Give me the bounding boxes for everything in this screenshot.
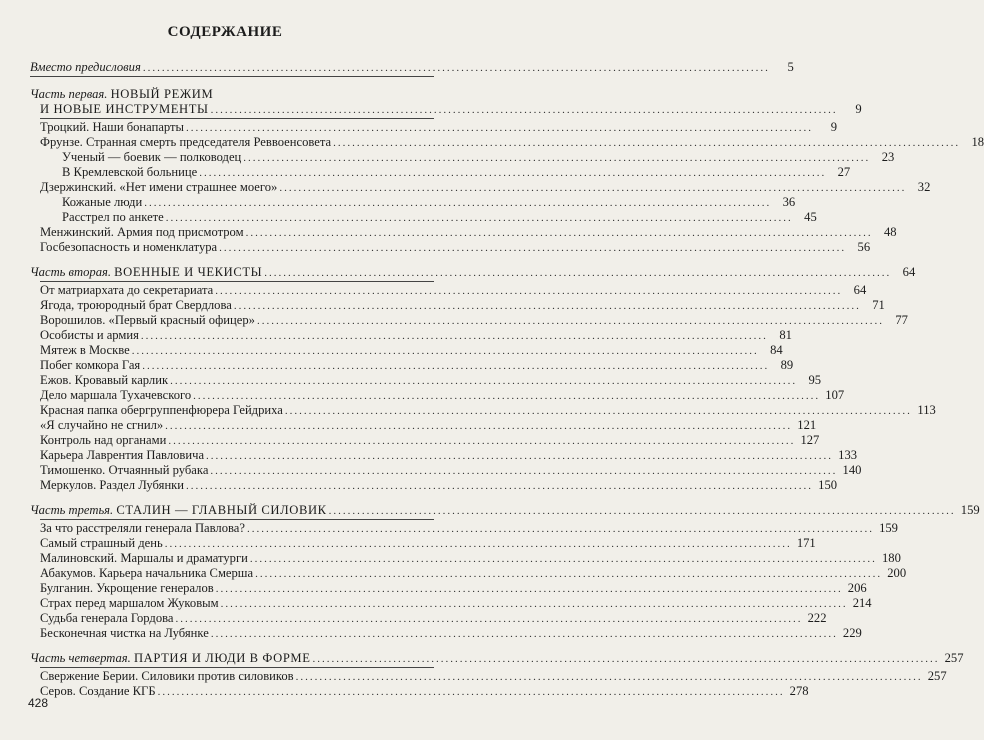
toc-page-number: 257 — [927, 669, 947, 683]
toc-entry — [30, 684, 809, 699]
toc-entry — [30, 403, 936, 418]
part-label: Часть третья. — [30, 503, 114, 517]
toc-part — [30, 651, 964, 699]
toc-part — [30, 265, 936, 493]
toc-page-number: 257 — [944, 651, 964, 665]
dot-leader — [211, 627, 838, 642]
part-label: Часть четвертая. — [30, 651, 131, 665]
toc-entry — [30, 521, 898, 536]
toc-part — [30, 503, 980, 641]
toc-entry — [30, 611, 827, 626]
dot-leader — [215, 284, 842, 299]
dot-leader — [186, 121, 813, 136]
part-label: Часть первая. — [30, 87, 108, 101]
dot-leader — [132, 344, 759, 359]
dot-leader — [247, 522, 874, 537]
toc-entry-label: Контроль над органами — [40, 433, 167, 447]
toc-entry-label: Кожаные люди — [62, 195, 143, 209]
toc-entry-label: Красная папка обергруппенфюрера Гейдриха — [40, 403, 283, 417]
toc-entry-label: Ягода, троюродный брат Свердлова — [40, 298, 232, 312]
section-rule — [30, 76, 434, 77]
dot-leader — [255, 567, 882, 582]
toc-entry — [30, 596, 872, 611]
dot-leader — [168, 434, 795, 449]
toc-page-number: 159 — [879, 521, 898, 535]
dot-leader — [333, 136, 960, 151]
toc-entry-label: Малиновский. Маршалы и драматурги — [40, 551, 248, 565]
toc-entry-label: Самый страшный день — [40, 536, 163, 550]
toc-page-number: 180 — [881, 551, 901, 565]
part-heading: ВОЕННЫЕ И ЧЕКИСТЫ — [114, 265, 263, 279]
toc-page-number: 45 — [804, 210, 817, 224]
toc-entry-label: Побег комкора Гая — [40, 358, 141, 372]
toc-entry-label: Абакумов. Карьера начальника Смерша — [40, 566, 254, 580]
toc-entry-label: Судьба генерала Гордова — [40, 611, 174, 625]
dot-leader — [199, 166, 826, 181]
toc-entry — [30, 581, 867, 596]
dot-leader — [329, 504, 956, 519]
toc-page-number: 71 — [872, 298, 885, 312]
toc-entry — [30, 626, 862, 641]
toc-entry-label: В Кремлевской больнице — [62, 165, 198, 179]
dot-leader — [158, 685, 785, 700]
toc-entry-label: Страх перед маршалом Жуковым — [40, 596, 219, 610]
part-heading: НОВЫЙ РЕЖИМ — [110, 87, 214, 101]
dot-leader — [141, 329, 768, 344]
dot-leader — [210, 464, 837, 479]
toc-entry-label: «Я случайно не сгнил» — [40, 418, 164, 432]
toc-entry-label: Менжинский. Армия под присмотром — [40, 225, 244, 239]
toc-page-number: 23 — [881, 150, 895, 164]
toc-entry-label: Особисты и армия — [40, 328, 139, 342]
dot-leader — [211, 103, 838, 118]
dot-leader — [234, 299, 861, 314]
dot-leader — [313, 652, 940, 667]
toc-entry-label: Троцкий. Наши бонапарты — [40, 120, 185, 134]
part-heading: ПАРТИЯ И ЛЮДИ В ФОРМЕ — [133, 651, 311, 665]
toc-entry-label: Свержение Берии. Силовики против силовиков — [40, 669, 294, 683]
toc-entry — [30, 195, 796, 210]
toc-entry — [30, 283, 867, 298]
toc-page-number: 48 — [883, 225, 897, 239]
toc-entry — [30, 388, 845, 403]
toc-entry-label: Ворошилов. «Первый красный офицер» — [40, 313, 255, 327]
toc-entry-label: Меркулов. Раздел Лубянки — [40, 478, 185, 492]
section-rule — [40, 281, 434, 282]
toc-entry-label: Дзержинский. «Нет имени страшнее моего» — [40, 180, 278, 194]
toc-page-number: 206 — [847, 581, 867, 595]
toc-page-number: 36 — [782, 195, 796, 209]
toc-entry-label: Бесконечная чистка на Лубянке — [40, 626, 209, 640]
toc-page-number: 107 — [825, 388, 845, 402]
toc-part-heading — [30, 651, 964, 666]
dot-leader — [221, 597, 848, 612]
toc-entry — [30, 120, 838, 135]
toc-page-number: 18 — [971, 135, 984, 149]
toc-page-number: 9 — [855, 102, 862, 116]
section-rule — [40, 118, 434, 119]
toc-entry — [30, 551, 901, 566]
toc-page-number: 32 — [917, 180, 931, 194]
dot-leader — [144, 196, 771, 211]
part-heading-line2: И НОВЫЕ ИНСТРУМЕНТЫ — [40, 102, 209, 116]
toc-page-number: 64 — [853, 283, 867, 297]
toc-page-number: 278 — [789, 684, 809, 698]
toc-entry-label: Вместо предисловия — [30, 60, 141, 74]
toc-page-number: 171 — [796, 536, 816, 550]
dot-leader — [170, 374, 797, 389]
toc-part — [30, 87, 984, 255]
toc-page-number: 140 — [842, 463, 862, 477]
toc-page-number: 150 — [818, 478, 838, 492]
toc-entry-label: Булганин. Укрощение генералов — [40, 581, 214, 595]
toc-entry-label: За что расстреляли генерала Павлова? — [40, 521, 245, 535]
toc-page-number: 77 — [895, 313, 908, 327]
toc-entry — [30, 328, 792, 343]
toc-entry-label: Ученый — боевик — полководец — [62, 150, 242, 164]
page-title: СОДЕРЖАНИЕ — [167, 24, 283, 40]
toc-entry — [30, 180, 931, 195]
dot-leader — [193, 389, 820, 404]
dot-leader — [216, 582, 843, 597]
toc-entry-label: Тимошенко. Отчаянный рубака — [40, 463, 209, 477]
toc-parts — [30, 87, 984, 699]
toc-page-number: 121 — [797, 418, 817, 432]
dot-leader — [165, 419, 792, 434]
toc-page-number: 27 — [837, 165, 851, 179]
dot-leader — [165, 537, 792, 552]
toc-page-number: 56 — [857, 240, 871, 254]
toc-entry — [30, 210, 817, 225]
dot-leader — [219, 241, 846, 256]
toc-part-heading — [30, 265, 916, 280]
page-number: 428 — [28, 696, 49, 710]
toc-entry — [30, 669, 947, 684]
toc-page-number: 5 — [787, 60, 794, 74]
toc-entry-label: Фрунзе. Странная смерть председателя Реввоенсовета — [40, 135, 332, 149]
toc-entry-label: Расстрел по анкете — [62, 210, 164, 224]
dot-leader — [142, 359, 769, 374]
toc-entry — [30, 150, 895, 165]
dot-leader — [186, 479, 813, 494]
part-label: Часть вторая. — [30, 265, 111, 279]
toc-entry — [30, 463, 862, 478]
dot-leader — [166, 211, 793, 226]
toc-entry — [30, 240, 871, 255]
table-of-contents — [30, 60, 984, 699]
toc-page-number: 84 — [770, 343, 783, 357]
dot-leader — [285, 404, 912, 419]
toc-part-heading — [30, 87, 434, 102]
toc-entry-label: Дело маршала Тухачевского — [40, 388, 192, 402]
section-rule — [40, 667, 434, 668]
toc-page-number: 200 — [887, 566, 907, 580]
toc-entry — [30, 478, 838, 493]
dot-leader — [176, 612, 803, 627]
toc-page-number: 113 — [917, 403, 936, 417]
section-rule — [40, 519, 434, 520]
toc-page-number: 89 — [780, 358, 794, 372]
toc-entry — [30, 225, 897, 240]
toc-entry — [30, 343, 783, 358]
toc-page-number: 229 — [842, 626, 862, 640]
dot-leader — [243, 151, 870, 166]
dot-leader — [143, 61, 770, 76]
toc-entry-label: От матриархата до секретариата — [40, 283, 214, 297]
toc-entry — [30, 373, 822, 388]
toc-page-number: 222 — [807, 611, 827, 625]
toc-entry-intro — [30, 60, 794, 75]
toc-entry-label: Карьера Лаврентия Павловича — [40, 448, 205, 462]
dot-leader — [250, 552, 877, 567]
toc-entry — [30, 298, 885, 313]
toc-page-number: 64 — [902, 265, 916, 279]
toc-entry — [30, 448, 858, 463]
toc-page-number: 159 — [960, 503, 980, 517]
toc-entry — [30, 433, 820, 448]
toc-entry — [30, 418, 817, 433]
toc-part-heading-line2 — [30, 102, 862, 117]
part-heading: СТАЛИН — ГЛАВНЫЙ СИЛОВИК — [116, 503, 327, 517]
toc-entry — [30, 566, 907, 581]
toc-entry — [30, 135, 984, 150]
toc-part-heading — [30, 503, 980, 518]
dot-leader — [246, 226, 873, 241]
toc-entry — [30, 358, 794, 373]
toc-page-number: 9 — [830, 120, 838, 134]
toc-entry-label: Госбезопасность и номенклатура — [40, 240, 218, 254]
dot-leader — [257, 314, 884, 329]
toc-entry — [30, 165, 851, 180]
toc-entry-label: Серов. Создание КГБ — [40, 684, 156, 698]
toc-entry — [30, 313, 908, 328]
toc-page-number: 133 — [838, 448, 858, 462]
toc-entry-label: Мятеж в Москве — [40, 343, 130, 357]
toc-page-number: 81 — [779, 328, 792, 342]
toc-page-number: 127 — [800, 433, 820, 447]
toc-page-number: 95 — [808, 373, 822, 387]
dot-leader — [264, 266, 891, 281]
toc-entry — [30, 536, 816, 551]
toc-page-number: 214 — [852, 596, 872, 610]
dot-leader — [206, 449, 833, 464]
toc-entry-label: Ежов. Кровавый карлик — [40, 373, 169, 387]
dot-leader — [296, 670, 923, 685]
dot-leader — [279, 181, 906, 196]
